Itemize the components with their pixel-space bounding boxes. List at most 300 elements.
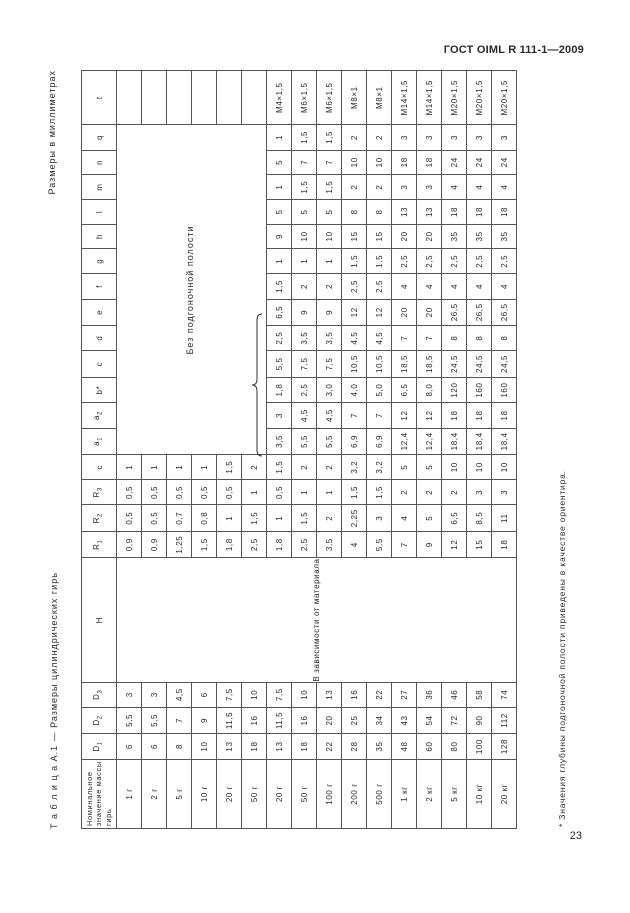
table-cell: 34 [367, 707, 392, 733]
table-cell: 5 [392, 455, 417, 480]
table-cell: 100 г [317, 759, 342, 828]
table-cell: 4 [392, 274, 417, 299]
table-cell: 2,5 [342, 274, 367, 299]
table-cell: 20 г [267, 759, 292, 828]
table-cell: 11,5 [267, 707, 292, 733]
column-header: $D_3$ [82, 682, 117, 707]
table-cell: 22 [317, 734, 342, 760]
table-cell: 2 [367, 125, 392, 150]
table-cell: 26,5 [467, 299, 492, 325]
table-cell: 7 [292, 150, 317, 174]
table-cell: 4 [442, 274, 467, 299]
table-cell: 5,5 [367, 531, 392, 557]
table-cell: 35 [442, 224, 467, 248]
table-cell: 25 [342, 707, 367, 733]
table-cell: 5 кг [442, 759, 467, 828]
table-cell: 1,5 [192, 531, 217, 557]
table-cell: 4 [442, 175, 467, 200]
table-cell: 10 [467, 455, 492, 480]
table-cell: 10,5 [342, 351, 367, 377]
table-cell: M20×1,5 [492, 71, 517, 125]
table-cell: 2 [342, 175, 367, 200]
table-cell: 35 [467, 224, 492, 248]
table-cell: 10 [242, 682, 267, 707]
table-cell: M8×1 [342, 71, 367, 125]
table-cell: 74 [492, 682, 517, 707]
table-cell: 6 [117, 734, 142, 760]
footnote: * Значения глубины подгоночной полости приведены в качестве ориентира. [557, 470, 567, 827]
table-cell: 7 [317, 150, 342, 174]
table-cell: 10 [292, 682, 317, 707]
table-cell: 3 [142, 682, 167, 707]
table-cell: 7 [392, 326, 417, 351]
table-cell: 2 [242, 455, 267, 480]
table-cell: M20×1,5 [467, 71, 492, 125]
table-row [317, 71, 342, 829]
table-cell: 20 [392, 224, 417, 248]
table-cell: 1 [267, 175, 292, 200]
table-row [292, 71, 317, 829]
table-cell: 3 [117, 682, 142, 707]
table-cell: 1 г [117, 759, 142, 828]
table-cell: 4 [492, 274, 517, 299]
table-cell: 50 г [292, 759, 317, 828]
table-cell: 3 [367, 505, 392, 531]
table-cell: 1 [317, 480, 342, 505]
table-cell: 5 [317, 200, 342, 224]
table-cell: 2 г [142, 759, 167, 828]
table-cell: 1,25 [167, 531, 192, 557]
table-cell: 18 [467, 200, 492, 224]
table-cell: 10 [342, 150, 367, 174]
table-cell: 72 [442, 707, 467, 733]
table-cell: 2 кг [417, 759, 442, 828]
table-cell: 2,5 [242, 531, 267, 557]
table-cell: 7,5 [217, 682, 242, 707]
table-cell: 1,8 [267, 531, 292, 557]
table-cell: 13 [267, 734, 292, 760]
column-header: m [82, 175, 117, 200]
table-cell: 18 [442, 403, 467, 428]
table-cell: 24,5 [467, 351, 492, 377]
table-cell: 2,25 [342, 505, 367, 531]
table-cell: 13 [217, 734, 242, 760]
table-cell: 8,0 [417, 377, 442, 403]
table-caption: Т а б л и ц а А.1 — Размеры цилиндрических гирь [49, 572, 59, 829]
table-cell: 2 [367, 175, 392, 200]
table-header-row [82, 71, 117, 829]
table-cell: 0,9 [142, 531, 167, 557]
table-cell: 2,5 [442, 249, 467, 274]
table-cell: 1,5 [317, 125, 342, 150]
table-cell: 6,9 [342, 428, 367, 454]
column-header: b* [82, 377, 117, 403]
table-cell: 9 [292, 299, 317, 325]
column-header: e [82, 299, 117, 325]
table-cell: 7,5 [317, 351, 342, 377]
table-cell: 1,5 [367, 249, 392, 274]
table-cell: 12,4 [392, 428, 417, 454]
table-cell: M20×1,5 [442, 71, 467, 125]
table-cell: 160 [467, 377, 492, 403]
table-cell: 1,5 [267, 274, 292, 299]
table-cell: 1,5 [367, 480, 392, 505]
table-cell: 2,5 [392, 249, 417, 274]
column-header: d [82, 326, 117, 351]
table-cell: 3 [267, 403, 292, 428]
table-cell: 10 [367, 150, 392, 174]
table-cell: 3,0 [317, 377, 342, 403]
table-cell: 10 [492, 455, 517, 480]
table-cell: M8×1 [367, 71, 392, 125]
table-cell: 58 [467, 682, 492, 707]
column-header: $a_2$ [82, 403, 117, 428]
table-cell: 24 [467, 150, 492, 174]
table-cell: M14×1,5 [417, 71, 442, 125]
table-cell: 24,5 [442, 351, 467, 377]
table-cell: 18,5 [392, 351, 417, 377]
column-header: g [82, 249, 117, 274]
table-cell: 6 [142, 734, 167, 760]
table-cell: 8,5 [467, 505, 492, 531]
table-cell: 24 [442, 150, 467, 174]
table-cell [142, 71, 167, 125]
table-cell: 28 [342, 734, 367, 760]
table-cell: 12 [342, 299, 367, 325]
table-cell: 1,5 [342, 249, 367, 274]
table-cell: 7 [367, 403, 392, 428]
table-cell: 7 [392, 531, 417, 557]
table-cell: 10 [442, 455, 467, 480]
table-cell: 4 [342, 531, 367, 557]
table-cell: 2 [292, 274, 317, 299]
table-cell: 9 [317, 299, 342, 325]
table-cell: 1 [217, 505, 242, 531]
table-cell: 20 [392, 299, 417, 325]
table-cell: 0,5 [117, 480, 142, 505]
table-cell: 80 [442, 734, 467, 760]
table-cell: 2 [417, 480, 442, 505]
table-cell: 0,9 [117, 531, 142, 557]
table-cell: 16 [292, 707, 317, 733]
table-cell: 5 [267, 150, 292, 174]
table-cell: 12 [442, 531, 467, 557]
table-cell: 1 [192, 455, 217, 480]
column-header: t [82, 71, 117, 125]
table-cell: 4,5 [167, 682, 192, 707]
column-header: c [82, 455, 117, 480]
table-cell: 12 [367, 299, 392, 325]
table-cell: 10 [292, 224, 317, 248]
table-cell: 2,5 [417, 249, 442, 274]
table-cell: 1,5 [242, 505, 267, 531]
table-cell: 4,5 [367, 326, 392, 351]
table-cell: 5 г [167, 759, 192, 828]
table-cell [242, 71, 267, 125]
table-cell: 35 [367, 734, 392, 760]
column-header: H [82, 558, 117, 682]
table-cell: 2,5 [467, 249, 492, 274]
table-cell: 18 [292, 734, 317, 760]
table-cell: 1,5 [267, 455, 292, 480]
table-cell: 1 [242, 480, 267, 505]
table-cell: 5,0 [367, 377, 392, 403]
table-cell: 2 [392, 480, 417, 505]
table-cell: 1,5 [292, 125, 317, 150]
table-cell: 1,5 [217, 455, 242, 480]
table-cell: 112 [492, 707, 517, 733]
table-cell: 9 [192, 707, 217, 733]
table-cell: 200 г [342, 759, 367, 828]
table-cell: 3,5 [267, 428, 292, 454]
table-cell: 4,5 [317, 403, 342, 428]
table-row [442, 71, 467, 829]
table-cell: 16 [242, 707, 267, 733]
table-cell: 15 [342, 224, 367, 248]
table-cell: 6,5 [392, 377, 417, 403]
table-cell: 1 [267, 505, 292, 531]
table-row [367, 71, 392, 829]
table-cell: 12 [392, 403, 417, 428]
table-cell: 500 г [367, 759, 392, 828]
table-cell: 11,5 [217, 707, 242, 733]
table-cell: 24 [492, 150, 517, 174]
table-cell: 8 [342, 200, 367, 224]
table-cell: 5,5 [292, 428, 317, 454]
table-cell: 8 [467, 326, 492, 351]
table-cell: 15 [367, 224, 392, 248]
table-cell: 1,5 [317, 175, 342, 200]
table-cell: 13 [317, 682, 342, 707]
table-cell: 3 [417, 125, 442, 150]
table-cell: 0,5 [217, 480, 242, 505]
rotated-table-block [47, 70, 567, 829]
table-cell: 3,5 [317, 326, 342, 351]
table-cell: 13 [392, 200, 417, 224]
table-cell: 4 [492, 175, 517, 200]
table-cell: 1,5 [342, 480, 367, 505]
table-cell: M6×1,5 [292, 71, 317, 125]
table-cell: 6,5 [267, 299, 292, 325]
table-cell: 3 [392, 175, 417, 200]
table-cell: 4 [392, 505, 417, 531]
table-cell [167, 71, 192, 125]
table-cell: 5 [292, 200, 317, 224]
table-row [267, 71, 292, 829]
table-cell: 18,4 [492, 428, 517, 454]
dimensions-table [81, 70, 517, 829]
table-cell: 5,5 [117, 707, 142, 733]
table-cell: 1 [267, 249, 292, 274]
document-header: ГОСТ OIML R 111-1—2009 [443, 44, 584, 56]
table-cell: 43 [392, 707, 417, 733]
table-cell: 10 [192, 734, 217, 760]
table-cell: 20 [417, 299, 442, 325]
table-cell: 3 [492, 480, 517, 505]
table-cell: 3,2 [342, 455, 367, 480]
table-cell: 4 [467, 274, 492, 299]
table-cell: 0,5 [267, 480, 292, 505]
table-cell: 18 [442, 200, 467, 224]
column-header: $D_1$ [82, 734, 117, 760]
table-body [117, 71, 517, 829]
table-cell: 50 г [242, 759, 267, 828]
column-header: n [82, 150, 117, 174]
table-cell: 7 [167, 707, 192, 733]
table-cell: 4,0 [342, 377, 367, 403]
table-cell: 8 [492, 326, 517, 351]
brace-mark [250, 312, 268, 458]
table-cell: 26,5 [442, 299, 467, 325]
table-cell: 1,5 [292, 505, 317, 531]
table-cell: 9 [417, 531, 442, 557]
column-header: l [82, 200, 117, 224]
table-cell: 18,5 [417, 351, 442, 377]
table-cell: 0,5 [167, 480, 192, 505]
table-cell: 6 [192, 682, 217, 707]
table-row [117, 71, 142, 829]
table-cell: 9 [267, 224, 292, 248]
table-cell: 1,5 [292, 175, 317, 200]
table-cell: 2 [317, 455, 342, 480]
table-cell: 54 [417, 707, 442, 733]
table-cell: 3 [467, 480, 492, 505]
table-cell: 60 [417, 734, 442, 760]
table-cell: 1 [317, 249, 342, 274]
table-cell: 20 [317, 707, 342, 733]
table-cell: 1,8 [267, 377, 292, 403]
table-cell: 3,5 [317, 531, 342, 557]
table-cell: 12 [417, 403, 442, 428]
table-cell: 2,5 [367, 274, 392, 299]
table-cell: 6,9 [367, 428, 392, 454]
table-cell [217, 71, 242, 125]
table-cell: 5,5 [142, 707, 167, 733]
table-cell: 20 кг [492, 759, 517, 828]
table-cell: M4×1,5 [267, 71, 292, 125]
table-cell: 4 [417, 274, 442, 299]
table-cell: 1,8 [217, 531, 242, 557]
table-cell: 3 [442, 125, 467, 150]
table-cell [192, 71, 217, 125]
table-cell: 18 [392, 150, 417, 174]
table-cell: 3 [467, 125, 492, 150]
table-cell: 4,5 [342, 326, 367, 351]
table-cell: 8 [367, 200, 392, 224]
table-cell: 10 [317, 224, 342, 248]
table-cell: 0,5 [117, 505, 142, 531]
table-cell: 10 г [192, 759, 217, 828]
table-cell: 3 [417, 175, 442, 200]
table-cell: 0,8 [192, 505, 217, 531]
table-row [467, 71, 492, 829]
table-cell: 160 [492, 377, 517, 403]
table-cell: 7,5 [267, 682, 292, 707]
table-cell: 5,5 [317, 428, 342, 454]
table-cell: 18,4 [467, 428, 492, 454]
table-cell: 6,5 [442, 505, 467, 531]
table-row [392, 71, 417, 829]
table-cell: 0,5 [142, 480, 167, 505]
table-cell: 16 [342, 682, 367, 707]
table-cell: 24,5 [492, 351, 517, 377]
table-row [492, 71, 517, 829]
table-cell: 4 [467, 175, 492, 200]
column-header: Номинальное значение массы гирь [82, 759, 117, 828]
table-cell: 90 [467, 707, 492, 733]
table-cell: 20 г [217, 759, 242, 828]
table-row [342, 71, 367, 829]
table-cell: 12,4 [417, 428, 442, 454]
table-cell: 1 [167, 455, 192, 480]
h-column-note: В зависимости от материала [117, 558, 517, 682]
table-cell: 7 [417, 326, 442, 351]
column-header: $R_3$ [82, 480, 117, 505]
table-cell: 0,5 [192, 480, 217, 505]
table-cell: M14×1,5 [392, 71, 417, 125]
column-header: q [82, 125, 117, 150]
table-cell: 1 [292, 249, 317, 274]
table-cell: 1 [117, 455, 142, 480]
table-cell: M6×1,5 [317, 71, 342, 125]
table-cell: 8 [167, 734, 192, 760]
table-cell: 100 [467, 734, 492, 760]
table-cell: 3,2 [367, 455, 392, 480]
table-cell: 8 [442, 326, 467, 351]
table-cell: 2 [292, 455, 317, 480]
table-cell: 5 [417, 455, 442, 480]
table-cell: 18,4 [442, 428, 467, 454]
table-cell: 2,5 [292, 377, 317, 403]
table-row [417, 71, 442, 829]
table-cell: 18 [242, 734, 267, 760]
units-note: Размеры в миллиметрах [47, 70, 57, 195]
table-cell: 2 [317, 274, 342, 299]
table-cell: 10 кг [467, 759, 492, 828]
table-cell: 35 [492, 224, 517, 248]
column-header: c [82, 351, 117, 377]
column-header: $D_2$ [82, 707, 117, 733]
table-cell: 1 кг [392, 759, 417, 828]
table-cell: 2 [317, 505, 342, 531]
table-cell [117, 71, 142, 125]
column-header: $R_1$ [82, 531, 117, 557]
table-cell: 48 [392, 734, 417, 760]
table-cell: 120 [442, 377, 467, 403]
table-cell: 2 [442, 480, 467, 505]
table-cell: 18 [492, 200, 517, 224]
table-cell: 5 [267, 200, 292, 224]
table-cell: 26,5 [492, 299, 517, 325]
table-cell: 2,5 [292, 531, 317, 557]
table-cell: 5 [417, 505, 442, 531]
table-cell: 18 [417, 150, 442, 174]
table-cell: 36 [417, 682, 442, 707]
table-cell: 27 [392, 682, 417, 707]
page-number: 23 [569, 830, 582, 842]
table-cell: 18 [492, 531, 517, 557]
table-cell: 1 [292, 480, 317, 505]
column-header: f [82, 274, 117, 299]
table-cell: 0,7 [167, 505, 192, 531]
table-cell: 7 [342, 403, 367, 428]
table-cell: 7,5 [292, 351, 317, 377]
table-cell: 15 [467, 531, 492, 557]
column-header: $R_2$ [82, 505, 117, 531]
table-cell: 46 [442, 682, 467, 707]
table-cell: 1 [142, 455, 167, 480]
no-hollow-note: Без подгоночной полости [185, 225, 195, 355]
